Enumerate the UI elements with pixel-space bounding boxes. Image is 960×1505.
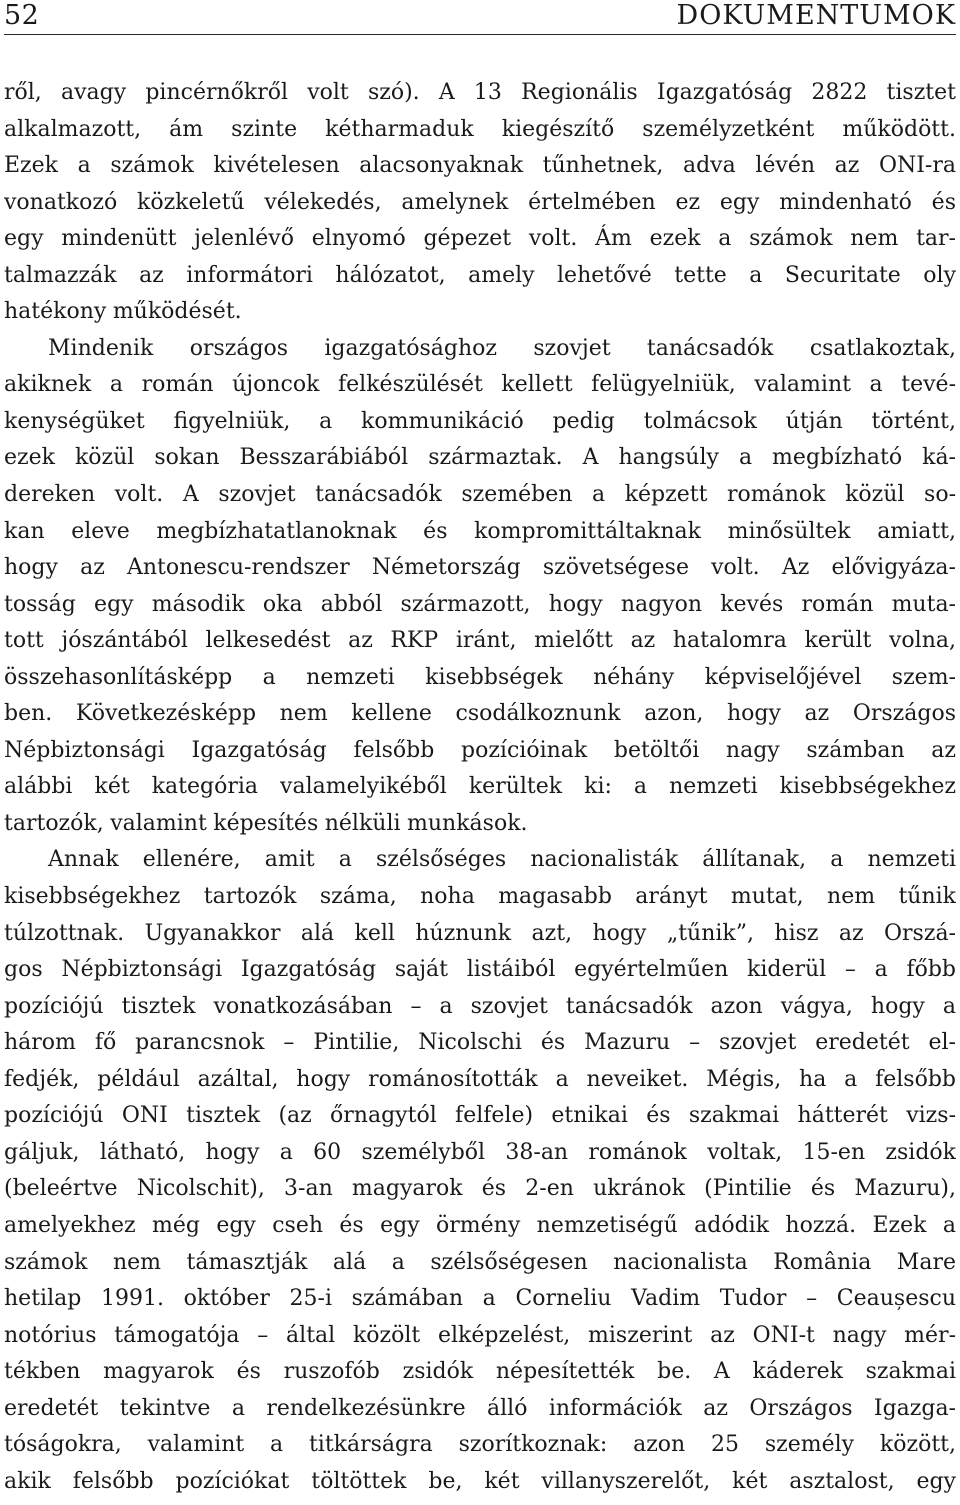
body-text (4, 75, 956, 1500)
text-line: gos Népbiztonsági Igazgatóság saját listáiból egyértelműen kiderül – a főbb (4, 957, 956, 983)
text-line: akiknek a román újoncok felkészülését kellett felügyelniük, valamint a tevé- (4, 372, 956, 398)
text-line: pozíciójú tisztek vonatkozásában – a szovjet tanácsadók azon vágya, hogy a (4, 993, 956, 1019)
text-line: egy mindenütt jelenlévő elnyomó gépezet volt. Ám ezek a számok nem tar- (4, 226, 956, 252)
text-line: amelyekhez még egy cseh és egy örmény nemzetiségű adódik hozzá. Ezek a (4, 1212, 956, 1238)
text-line: túlzottnak. Ugyanakkor alá kell húznunk azt, hogy „tűnik”, hisz az Orszá- (4, 920, 956, 946)
text-line: tóságokra, valamint a titkárságra szorítkoznak: azon 25 személy között, (4, 1432, 956, 1458)
text-line: hatékony működését. (4, 299, 242, 325)
text-line: Mindenik országos igazgatósághoz szovjet tanácsadók csatlakoztak, (48, 335, 956, 361)
text-line: eredetét tekintve a rendelkezésünkre álló információk az Országos Igazga- (4, 1395, 956, 1421)
page-header (4, 0, 956, 35)
text-line: számok nem támasztják alá a szélsőségesen nacionalista România Mare (4, 1249, 956, 1275)
text-line: hetilap 1991. október 25-i számában a Corneliu Vadim Tudor – Ceaușescu (4, 1286, 956, 1312)
text-line: ezek közül sokan Besszarábiából származtak. A hangsúly a megbízható ká- (4, 445, 956, 471)
text-line: ben. Következésképp nem kellene csodálkoznunk azon, hogy az Országos (4, 701, 956, 727)
text-line: fedjék, például azáltal, hogy románosították a neveiket. Mégis, ha a felsőbb (4, 1066, 956, 1092)
text-line: kan eleve megbízhatatlanoknak és kompromittáltaknak minősültek amiatt, (4, 518, 956, 544)
text-line: tékben magyarok és ruszofób zsidók népesítették be. A káderek szakmai (4, 1359, 956, 1385)
text-line: három fő parancsnok – Pintilie, Nicolschi és Mazuru – szovjet eredetét el- (4, 1030, 956, 1056)
text-line: alkalmazott, ám szinte kétharmaduk kiegészítő személyzetként működött. (4, 116, 956, 142)
text-line: hogy az Antonescu-rendszer Németország szövetségese volt. Az elővigyáza- (4, 555, 956, 581)
text-line: tosság egy második oka abból származott, hogy nagyon kevés román muta- (4, 591, 956, 617)
running-head: DOKUMENTUMOK (676, 0, 956, 31)
text-line: akik felsőbb pozíciókat töltöttek be, két villanyszerelőt, két asztalost, egy (4, 1468, 956, 1494)
text-line: kisebbségekhez tartozók száma, noha magasabb arányt mutat, nem tűnik (4, 884, 956, 910)
text-line: notórius támogatója – által közölt elképzelést, miszerint az ONI-t nagy mér- (4, 1322, 956, 1348)
text-line: Népbiztonsági Igazgatóság felsőbb pozícióinak betöltői nagy számban az (4, 737, 956, 763)
text-line: ről, avagy pincérnőkről volt szó). A 13 Regionális Igazgatóság 2822 tisztet (4, 80, 956, 105)
text-line: összehasonlításképp a nemzeti kisebbségek néhány képviselőjével szem- (4, 664, 956, 690)
text-line: gáljuk, látható, hogy a 60 személyből 38-an románok voltak, 15-en zsidók (4, 1139, 956, 1165)
text-line: Annak ellenére, amit a szélsőséges nacionalisták állítanak, a nemzeti (48, 847, 956, 873)
text-line: tott jószántából lelkesedést az RKP iránt, mielőtt az hatalomra került volna, (4, 628, 956, 654)
text-line: kenységüket figyelniük, a kommunikáció pedig tolmácsok útján történt, (4, 408, 956, 434)
text-line: (beleértve Nicolschit), 3-an magyarok és 2-en ukránok (Pintilie és Mazuru), (4, 1176, 956, 1202)
text-line: Ezek a számok kivételesen alacsonyaknak tűnhetnek, adva lévén az ONI-ra (4, 153, 956, 179)
text-line: vonatkozó közkeletű vélekedés, amelynek értelmében ez egy mindenható és (4, 189, 956, 215)
text-line: pozíciójú ONI tisztek (az őrnagytól felfele) etnikai és szakmai hátterét vizs- (4, 1103, 956, 1129)
text-line: dereken volt. A szovjet tanácsadók szemében a képzett románok közül so- (4, 482, 956, 508)
text-line: alábbi két kategória valamelyikéből kerültek ki: a nemzeti kisebbségekhez (4, 774, 956, 800)
page-number: 52 (4, 0, 40, 31)
text-line: talmazzák az informátori hálózatot, amely lehetővé tette a Securitate oly (4, 262, 956, 288)
text-line: tartozók, valamint képesítés nélküli munkások. (4, 810, 528, 836)
